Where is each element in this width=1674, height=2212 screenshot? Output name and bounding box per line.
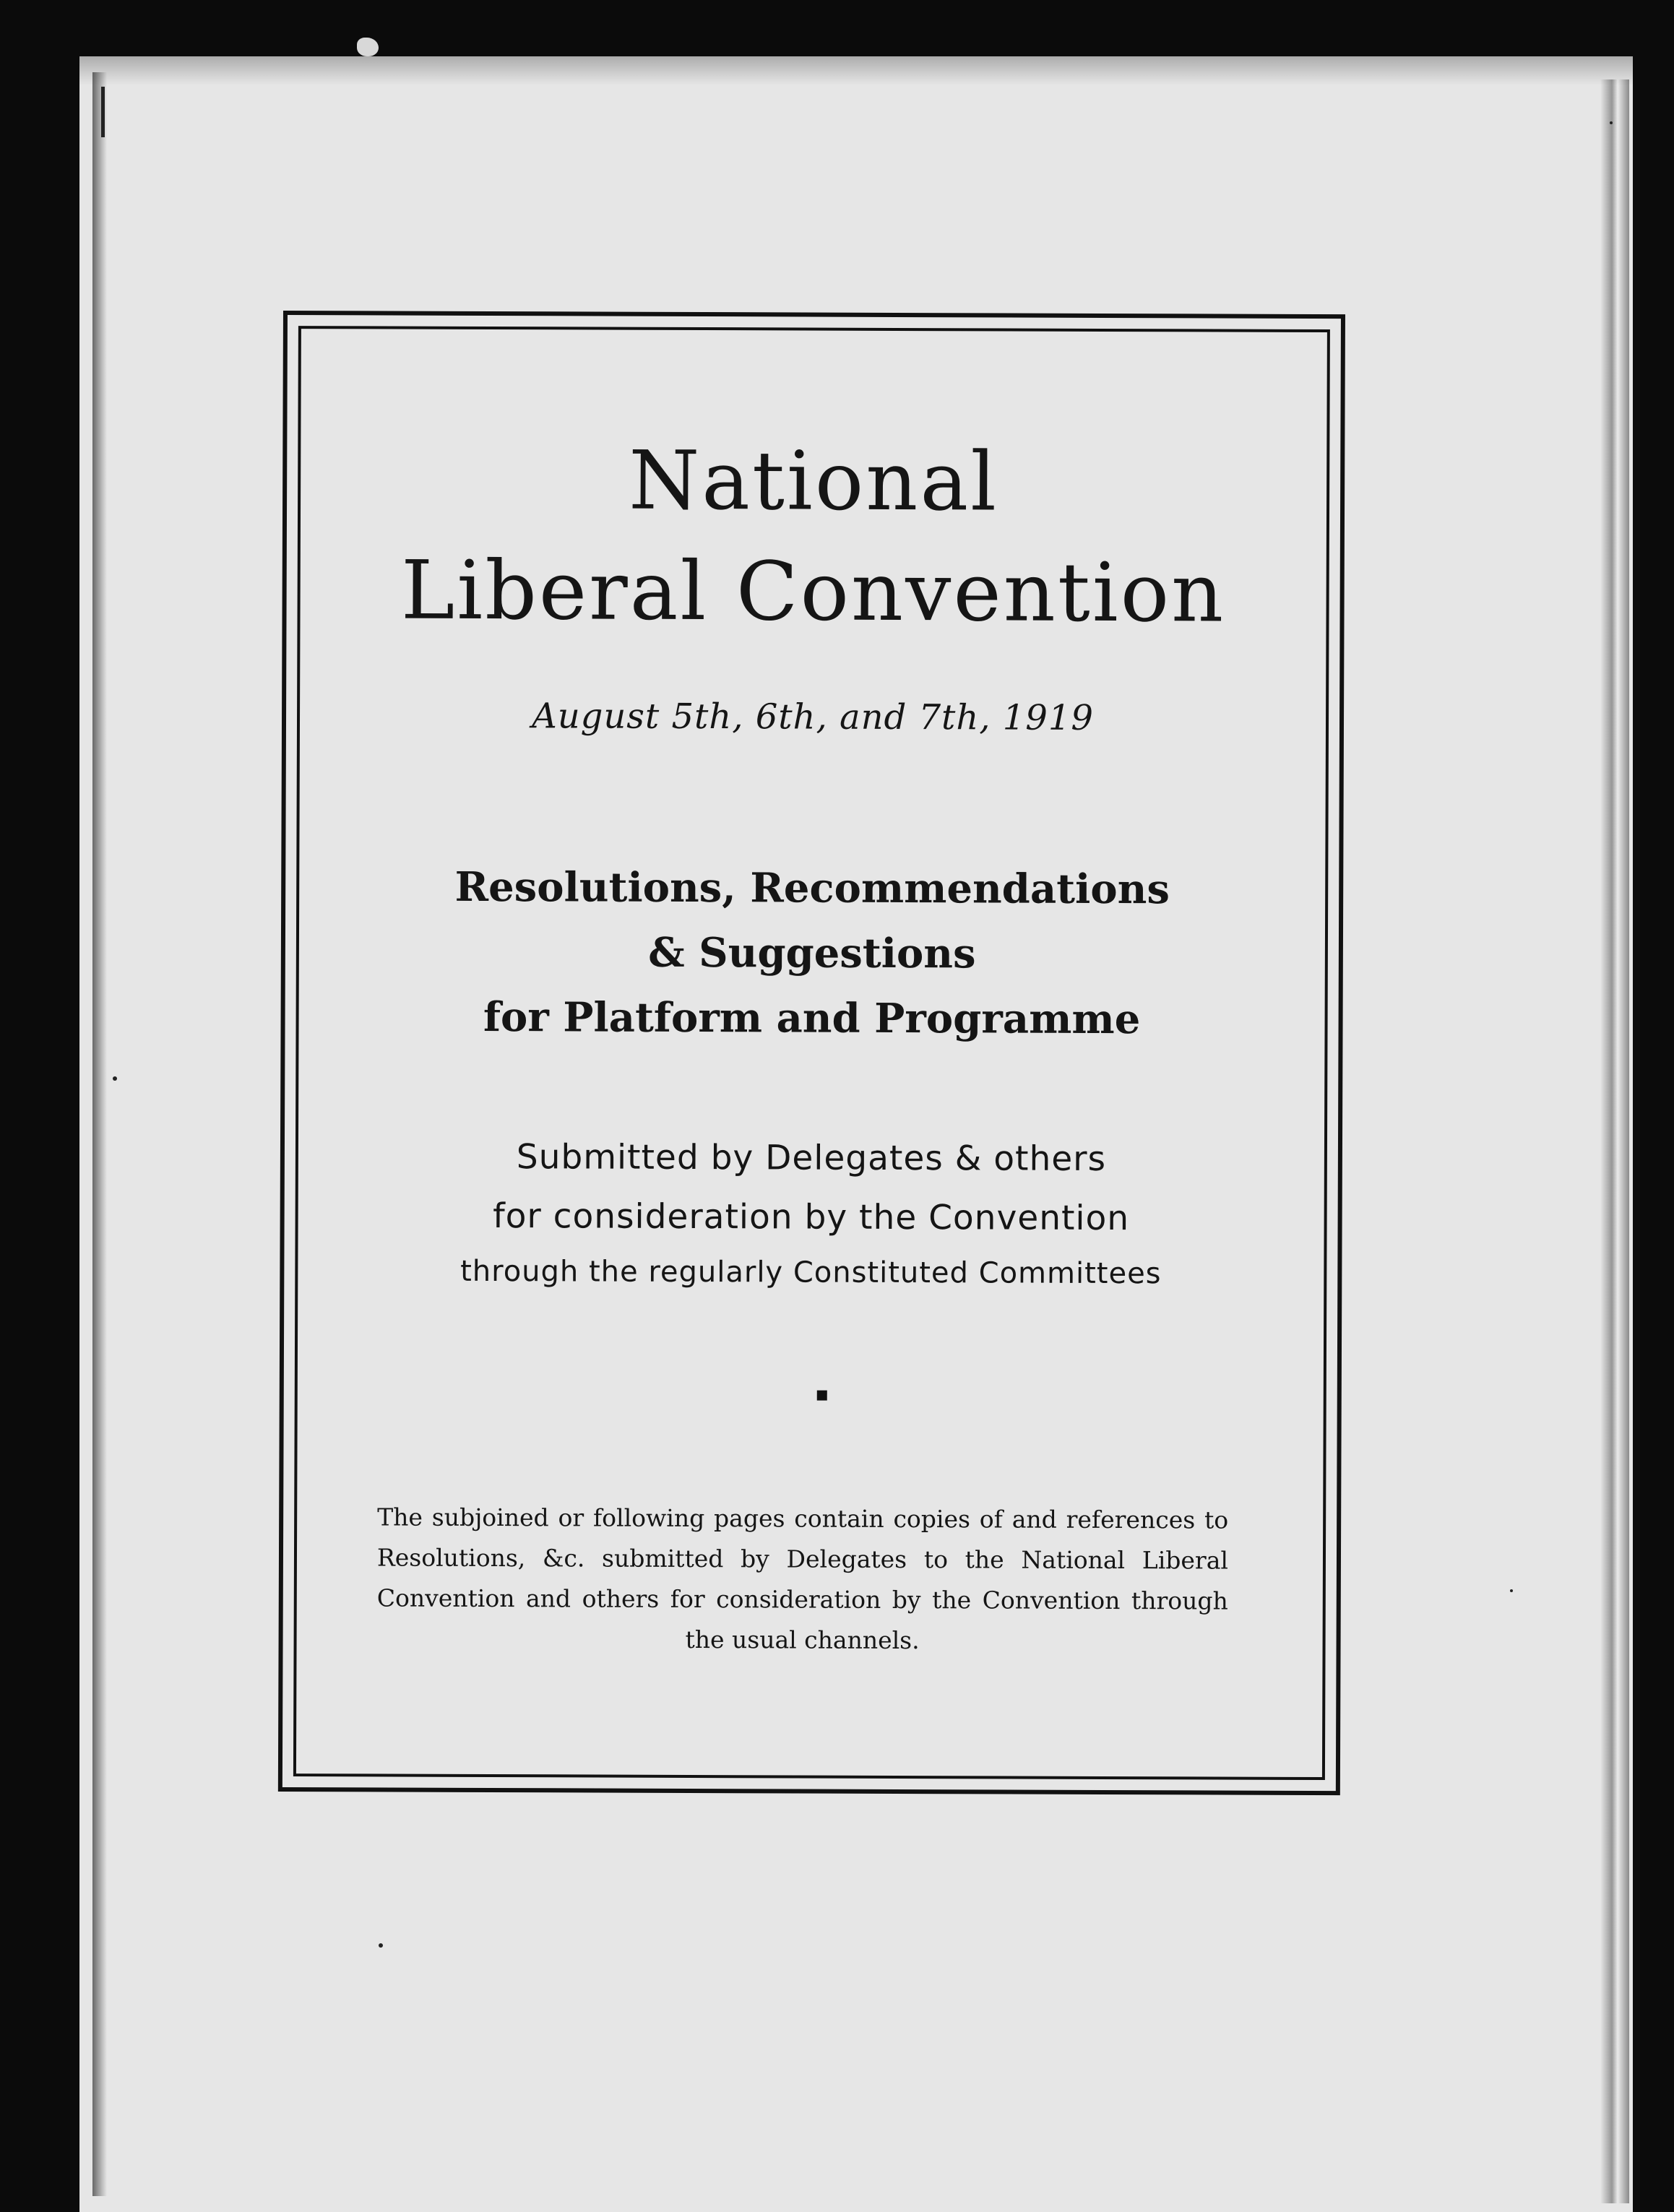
dust-speck (1510, 1589, 1513, 1592)
left-binding-shadow (92, 72, 107, 2196)
title-line-2: Liberal Convention (400, 543, 1226, 641)
double-border-frame (278, 311, 1345, 1795)
heading-line: & Suggestions (648, 928, 976, 978)
submitted-line: Submitted by Delegates & others (516, 1137, 1107, 1179)
submitted-line: for consideration by the Convention (493, 1196, 1130, 1239)
submitted-line-small: through the regularly Constituted Committees (460, 1254, 1162, 1291)
right-page-edge (1600, 79, 1629, 2203)
convention-dates: August 5th, 6th, and 7th, 1919 (532, 696, 1095, 738)
left-binding-mark (101, 87, 105, 137)
top-edge-blemish (357, 38, 379, 56)
dust-speck (379, 1943, 383, 1948)
square-ornament (817, 1391, 827, 1401)
heading-line: for Platform and Programme (483, 993, 1141, 1044)
submitted-block (284, 1127, 1338, 1300)
footnote-paragraph: The subjoined or following pages contain copies of and references to Resolutions, &c. submitted by Delegates to the National Liberal Convention and others for consideration by the Convention through the usual channels. (376, 1503, 1229, 1655)
title-page-content (288, 315, 1341, 1655)
heading-block (285, 854, 1339, 1053)
dust-speck (1610, 121, 1613, 124)
heading-line: Resolutions, Recommendations (454, 863, 1170, 914)
title-line-1: National (629, 433, 999, 530)
dust-speck (113, 1076, 117, 1081)
top-edge-shadow (79, 56, 1633, 85)
